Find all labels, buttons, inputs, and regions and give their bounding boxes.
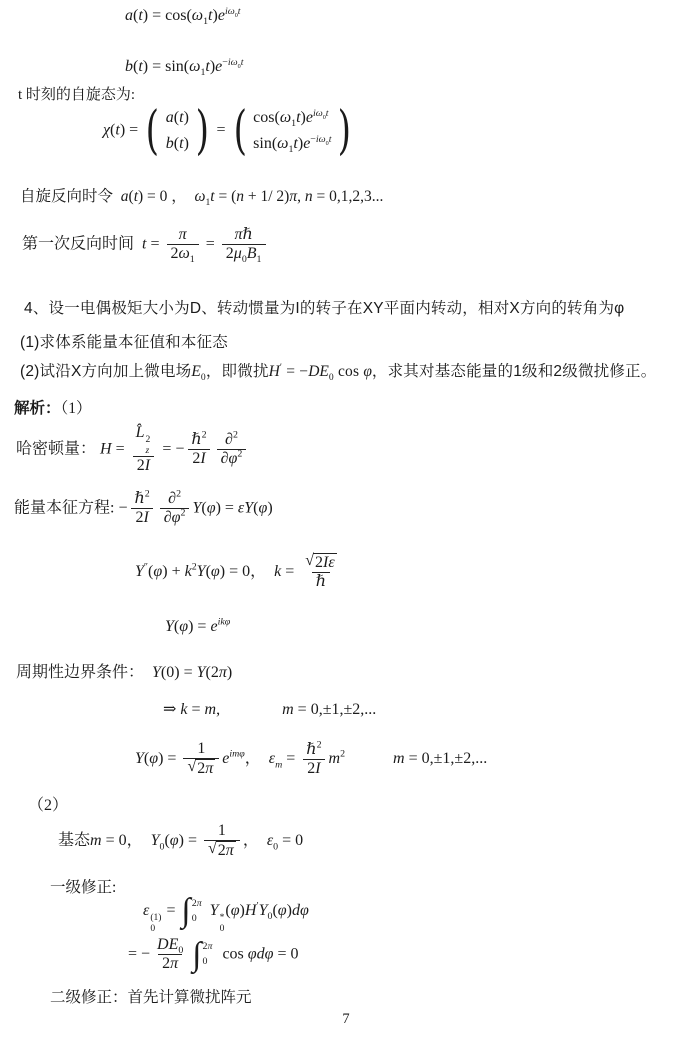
eq-eigenstates: Y(φ) = 1 √ 2π $e^{im\varphi}$， $\varepsilon_m$ = ℏ$^2$ 2I $m^2$ m = 0,±1,±2,... bbox=[135, 739, 488, 778]
eq-b-t: $b(t) = \sin(\omega_1t)e^{-i\omega_0t}$ bbox=[125, 56, 244, 79]
eq-ode: $Y''(\varphi) + k^2Y(\varphi) = 0$， k = √ 2Iε ℏ bbox=[135, 552, 335, 591]
eq-k-equals-m: ⇒ k = m, m = 0,±1,±2,... bbox=[163, 701, 377, 718]
page-number: 7 bbox=[342, 1011, 350, 1027]
eq-first-order-result: = − $\frac{DE_0}{2\pi}$ ∫ 2π 0 cos φdφ = 0 bbox=[128, 935, 299, 973]
integral-sign: ∫ bbox=[181, 892, 191, 929]
problem-4-part1: (1)求体系能量本征值和本征态 bbox=[20, 334, 228, 351]
label-part2: （2） bbox=[28, 797, 69, 814]
eq-eigen-equation: 能量本征方程: − ℏ$^2$ 2I $\frac{\partial^2}{\partial\varphi^2}$ Y(φ) = εY(φ) bbox=[14, 488, 273, 527]
eq-first-order: ε (1) 0 = ∫ 2π 0 Y * 0 $(\varphi)H'Y_0(\varphi)d\varphi$ bbox=[143, 892, 309, 935]
label-first-order: 一级修正: bbox=[50, 879, 117, 896]
radical-sign: √ bbox=[305, 552, 315, 569]
eq-hamiltonian: 哈密顿量： H = L̂ 2 z 2I = − ℏ$^2$ 2I $\frac{\partial^2}{\partial\varphi^2}$ bbox=[16, 424, 249, 476]
big-right-paren: ) bbox=[338, 99, 352, 161]
eq-a-t: $a(t) = \cos(\omega_1t)e^{i\omega_0t}$ bbox=[125, 5, 241, 28]
problem-4-part2: (2)试沿X方向加上微电场$E_0$，即微扰$H' = -DE_0$ cos φ，求其对基态能量的1级和2级微扰修正。 bbox=[20, 361, 657, 384]
answer-label: 解析：（1） bbox=[14, 400, 92, 417]
problem-4-title: 4、设一电偶极矩大小为D、转动惯量为I的转子在XY平面内转动，相对X方向的转角为φ bbox=[24, 300, 625, 317]
radical-sign: √ bbox=[208, 840, 217, 858]
radical-sign: √ bbox=[187, 758, 197, 776]
integral-sign: ∫ bbox=[192, 935, 202, 973]
eq-first-reversal: 第一次反向时间 t = $\frac{\pi}{2\omega_1}$ = πℏ $2\mu_0B_1$ bbox=[22, 226, 269, 264]
eq-ground-state: 基态m = 0， $Y_0(\varphi)$ = 1 √ 2π ， $\varepsilon_0 = 0$ bbox=[58, 822, 304, 860]
text-spin-state: t 时刻的自旋态为: bbox=[18, 87, 136, 103]
label-second-order: 二级修正：首先计算微扰阵元 bbox=[50, 989, 252, 1006]
eq-boundary: 周期性边界条件： Y(0) = Y(2π) bbox=[16, 664, 233, 681]
big-left-paren: ( bbox=[145, 99, 160, 161]
eq-chi-spinor: χ(t) = ( a(t) b(t) ) = ( $\cos(\omega_1t)e^{i\omega_0t}$ $\sin(\omega_1t)e^{-i\omega_0t}$ ) bbox=[103, 99, 352, 161]
big-right-paren: ) bbox=[195, 99, 209, 161]
text-spin-reverse: 自旋反向时令 a(t) = 0 ， $\omega_1t = (n + 1/$ 2)π, n = 0,1,2,3... bbox=[20, 188, 384, 209]
big-left-paren: ( bbox=[233, 99, 247, 161]
eq-solution: $Y(\varphi) = e^{ik\varphi}$ bbox=[165, 616, 231, 635]
